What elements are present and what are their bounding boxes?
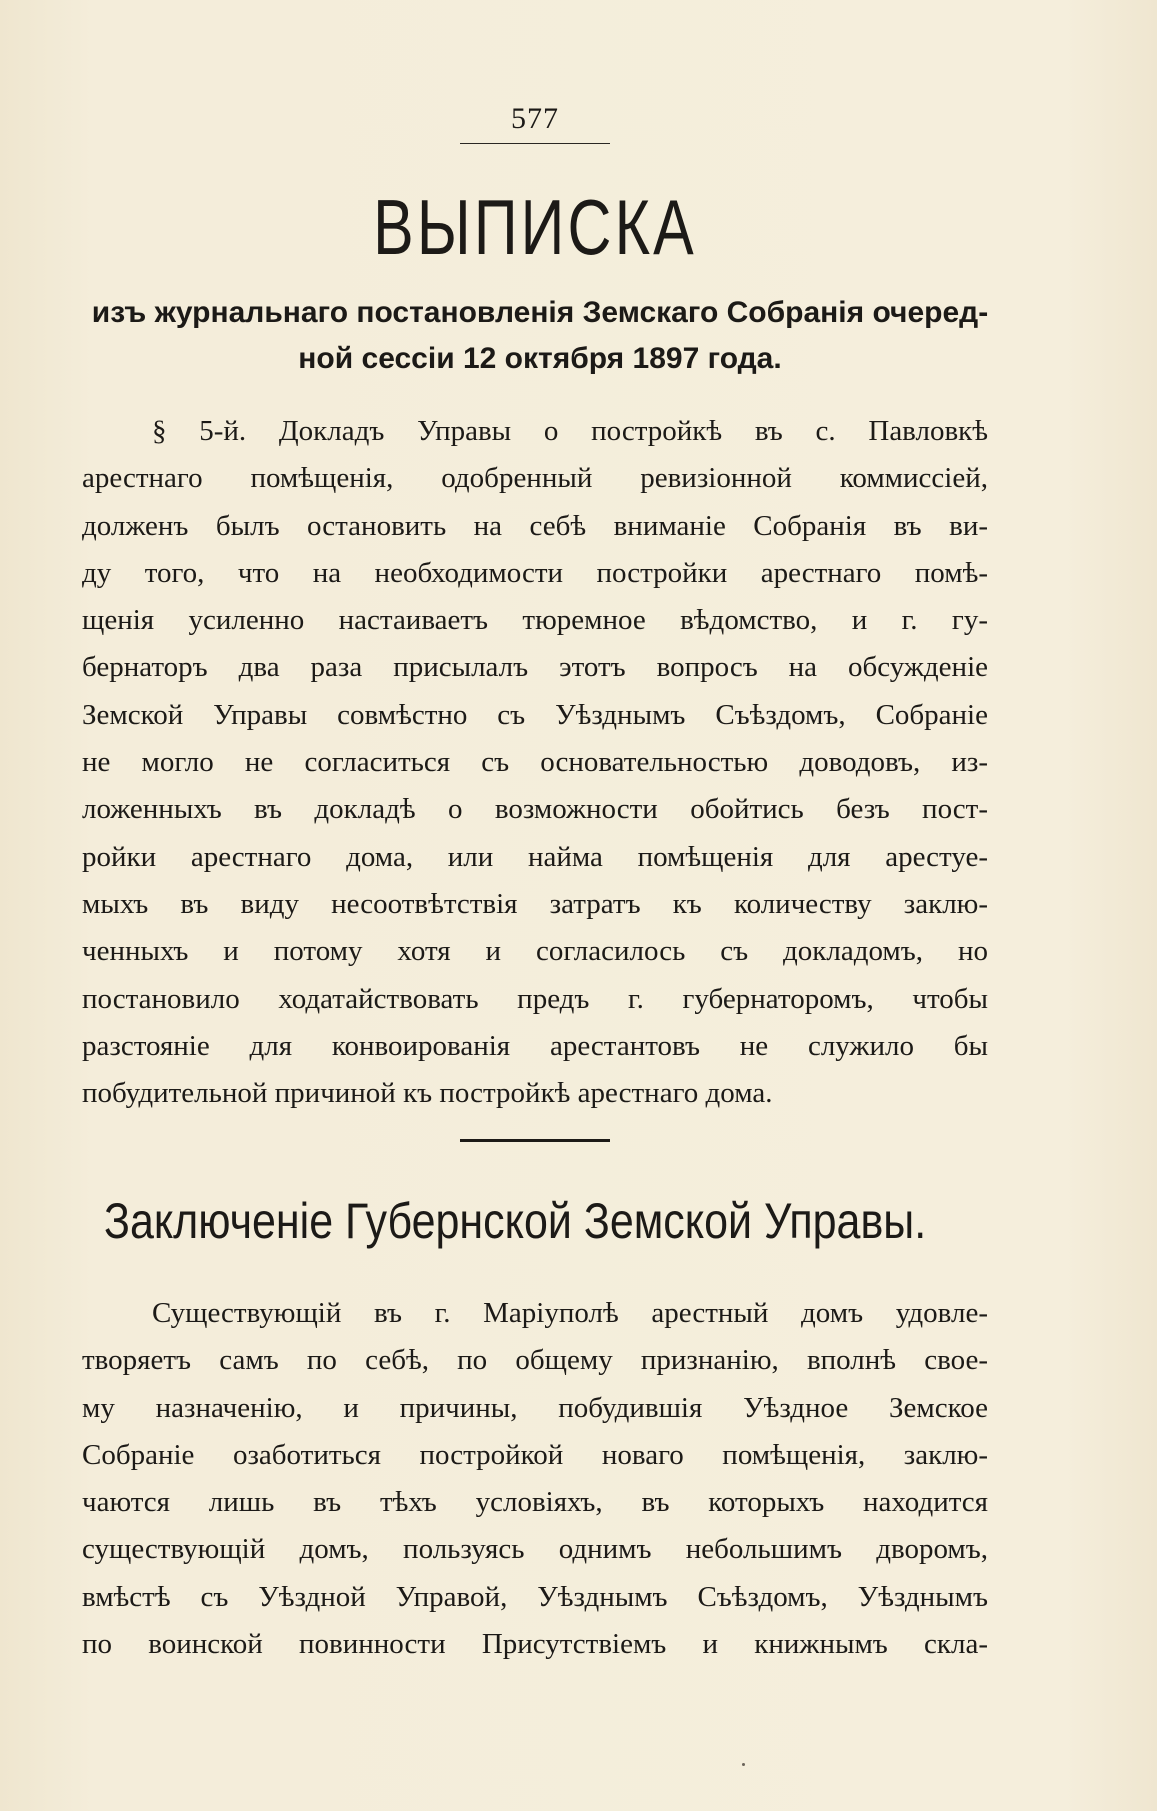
text-line: побудительной причиной къ постройкѣ арестнаго дома. — [82, 1077, 773, 1110]
text-line: § 5-й. Докладъ Управы о постройкѣ въ с. Павловкѣ — [152, 415, 988, 447]
text-line: му назначенію, и причины, побудившія Уѣздное Земское — [82, 1391, 988, 1424]
text-line: вмѣстѣ съ Уѣздной Управой, Уѣзднымъ Съѣздомъ, Уѣзднымъ — [82, 1580, 988, 1613]
text-line: щенія усиленно настаиваетъ тюремное вѣдомство, и г. гу- — [82, 604, 988, 637]
subtitle-line: изъ журнальнаго постановленія Земскаго Собранія очеред- — [91, 296, 989, 329]
text-line: существующій домъ, пользуясь однимъ небольшимъ дворомъ, — [82, 1533, 988, 1566]
section-paragraph-5 — [82, 408, 988, 1117]
text-line: долженъ былъ остановить на себѣ вниманіе Собранія въ ви- — [82, 509, 988, 542]
page-number: 577 — [511, 102, 559, 135]
text-line: Собраніе озаботиться постройкой новаго помѣщенія, заклю- — [82, 1438, 988, 1471]
text-line: чаются лишь въ тѣхъ условіяхъ, въ которыхъ находится — [82, 1486, 988, 1519]
document-title: ВЫПИСКА — [373, 183, 697, 271]
text-line: арестнаго помѣщенія, одобренный ревизіонной коммиссіей, — [82, 462, 988, 495]
subtitle-line: ной сессіи 12 октября 1897 года. — [298, 342, 782, 375]
text-line: ложенныхъ въ докладѣ о возможности обойтись безъ пост- — [82, 793, 988, 826]
text-line: ченныхъ и потому хотя и согласилось съ докладомъ, но — [82, 935, 988, 968]
document-subtitle — [80, 290, 1000, 382]
text-line: ройки арестнаго дома, или найма помѣщенія для арестуе- — [82, 840, 988, 873]
text-line: бернаторъ два раза присылалъ этотъ вопросъ на обсужденіе — [82, 651, 988, 684]
text-line: ду того, что на необходимости постройки арестнаго помѣ- — [82, 556, 988, 589]
text-line: по воинской повинности Присутствіемъ и книжнымъ скла- — [82, 1628, 988, 1661]
text-line: творяетъ самъ по себѣ, по общему признанію, вполнѣ свое- — [82, 1344, 988, 1377]
text-line: Земской Управы совмѣстно съ Уѣзднымъ Съѣздомъ, Собраніе — [82, 698, 988, 731]
page-number-rule — [460, 143, 610, 144]
paper-speck — [742, 1763, 745, 1766]
text-line: разстояніе для конвоированія арестантовъ не служило бы — [82, 1029, 988, 1062]
text-line: мыхъ въ виду несоотвѣтствія затратъ къ количеству заклю- — [82, 887, 988, 920]
text-line: Существующій въ г. Маріуполѣ арестный домъ удовле- — [152, 1297, 988, 1329]
text-line: не могло не согласиться съ основательностью доводовъ, из- — [82, 746, 988, 779]
section-divider — [460, 1139, 610, 1142]
section-heading: Заключеніе Губернской Земской Управы. — [104, 1193, 927, 1249]
conclusion-paragraph — [82, 1290, 988, 1668]
text-line: постановило ходатайствовать предъ г. губернаторомъ, чтобы — [82, 982, 988, 1015]
